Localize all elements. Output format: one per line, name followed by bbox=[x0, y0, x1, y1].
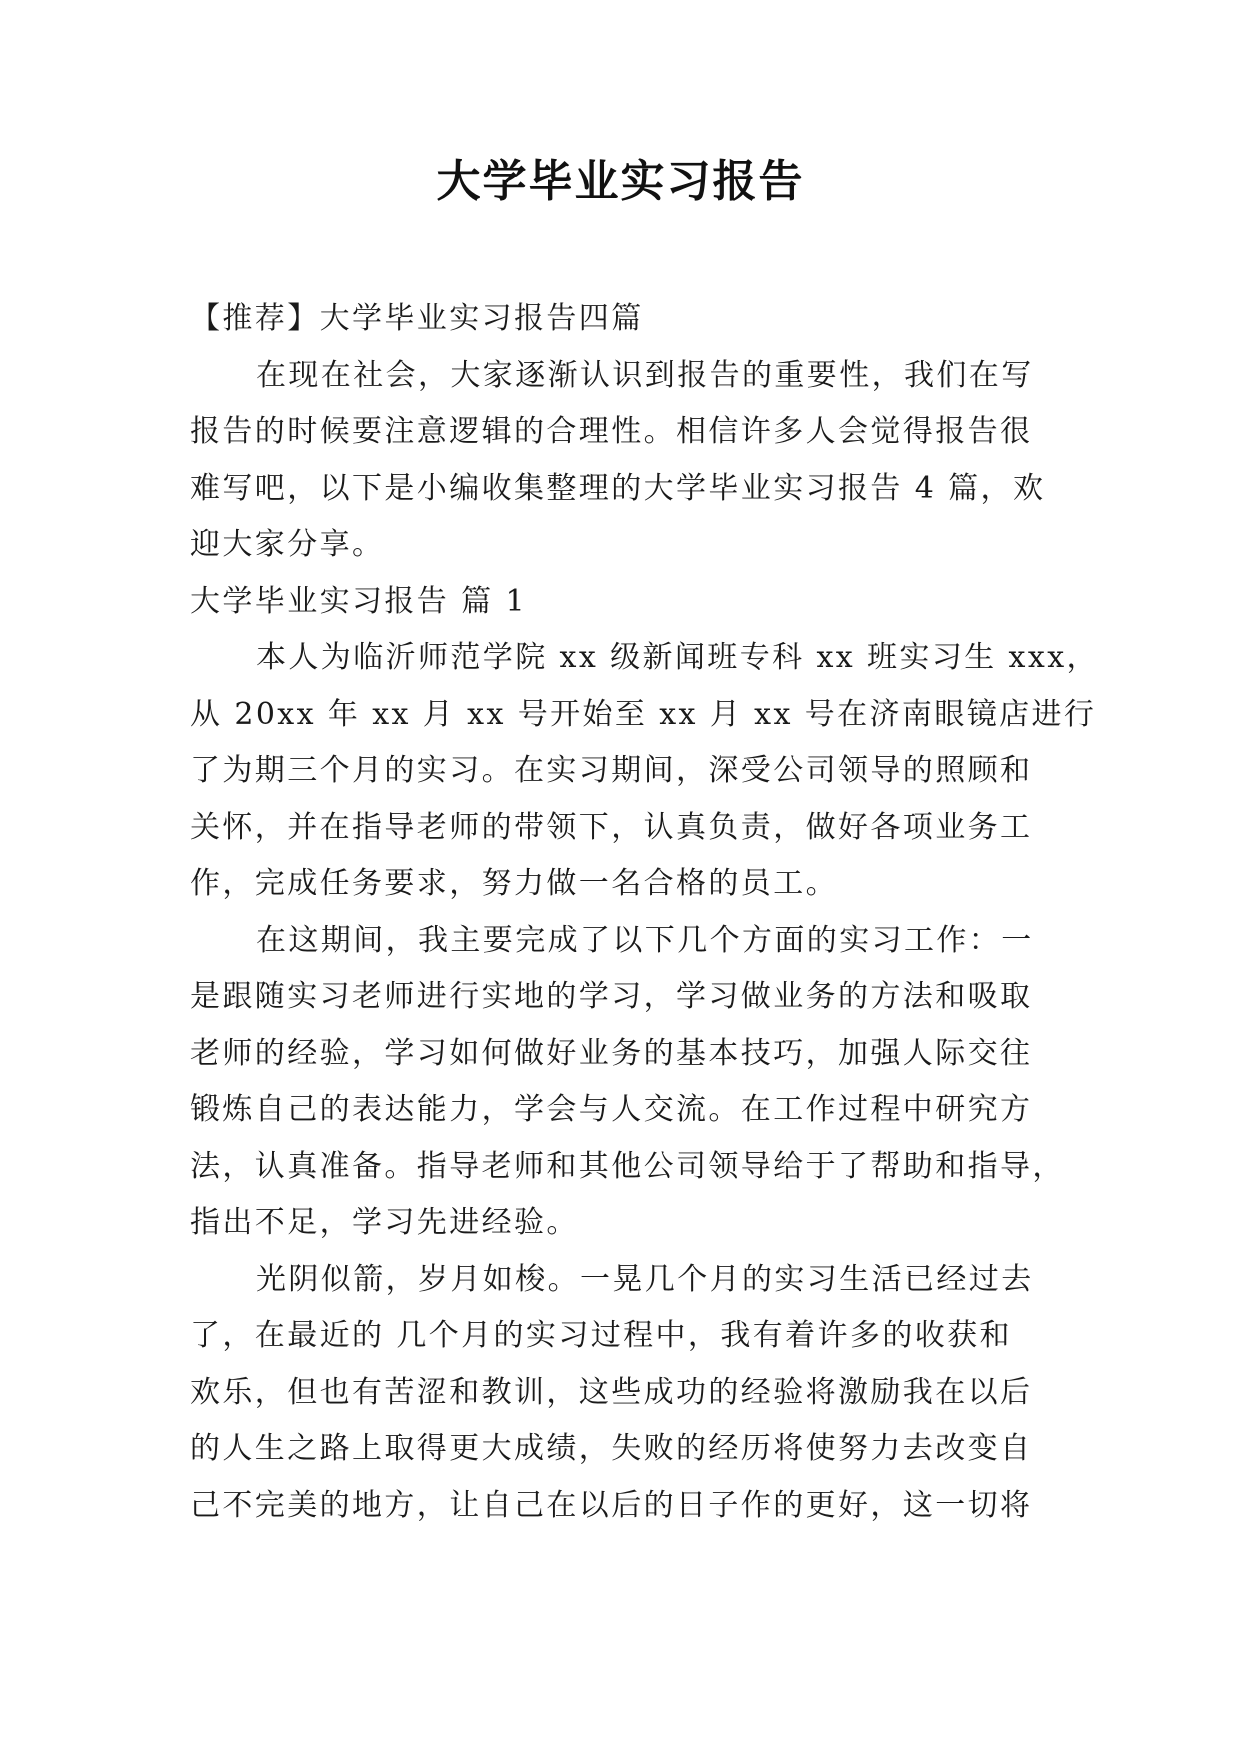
text-line: 报告的时候要注意逻辑的合理性。相信许多人会觉得报告很 bbox=[190, 414, 1033, 449]
document-body bbox=[190, 291, 1099, 1534]
text-line: 作，完成任务要求，努力做一名合格的员工。 bbox=[190, 866, 838, 901]
text-line: 是跟随实习老师进行实地的学习，学习做业务的方法和吸取 bbox=[190, 979, 1033, 1014]
text-line: 迎大家分享。 bbox=[190, 527, 385, 562]
text-line: 法，认真准备。指导老师和其他公司领导给于了帮助和指导， bbox=[190, 1148, 1065, 1184]
text-line: 从 20xx 年 xx 月 xx 号开始至 xx 月 xx 号在济南眼镜店进行 bbox=[190, 696, 1097, 732]
text-line: 了，在最近的 几个月的实习过程中，我有着许多的收获和 bbox=[190, 1318, 1012, 1353]
text-line: 欢乐，但也有苦涩和教训，这些成功的经验将激励我在以后 bbox=[190, 1374, 1033, 1410]
text-line: 的人生之路上取得更大成绩，失败的经历将使努力去改变自 bbox=[190, 1431, 1033, 1466]
text-line: 【推荐】大学毕业实习报告四篇 bbox=[190, 301, 644, 336]
text-line: 大学毕业实习报告 篇 1 bbox=[190, 583, 527, 619]
text-line: 己不完美的地方，让自己在以后的日子作的更好，这一切将 bbox=[190, 1487, 1033, 1523]
text-line: 难写吧，以下是小编收集整理的大学毕业实习报告 4 篇，欢 bbox=[190, 470, 1046, 506]
text-line: 关怀，并在指导老师的带领下，认真负责，做好各项业务工 bbox=[190, 809, 1033, 845]
document-title: 大学毕业实习报告 bbox=[436, 156, 805, 207]
text-line: 在这期间，我主要完成了以下几个方面的实习工作：一 bbox=[256, 922, 1034, 958]
text-line: 锻炼自己的表达能力，学会与人交流。在工作过程中研究方 bbox=[190, 1092, 1033, 1127]
text-line: 光阴似箭，岁月如梭。一晃几个月的实习生活已经过去 bbox=[256, 1261, 1034, 1297]
text-line: 在现在社会，大家逐渐认识到报告的重要性，我们在写 bbox=[256, 357, 1034, 393]
text-line: 老师的经验，学习如何做好业务的基本技巧，加强人际交往 bbox=[190, 1035, 1033, 1071]
text-line: 本人为临沂师范学院 xx 级新闻班专科 xx 班实习生 xxx， bbox=[256, 640, 1099, 675]
text-line: 了为期三个月的实习。在实习期间，深受公司领导的照顾和 bbox=[190, 753, 1033, 788]
text-line: 指出不足，学习先进经验。 bbox=[190, 1205, 579, 1240]
